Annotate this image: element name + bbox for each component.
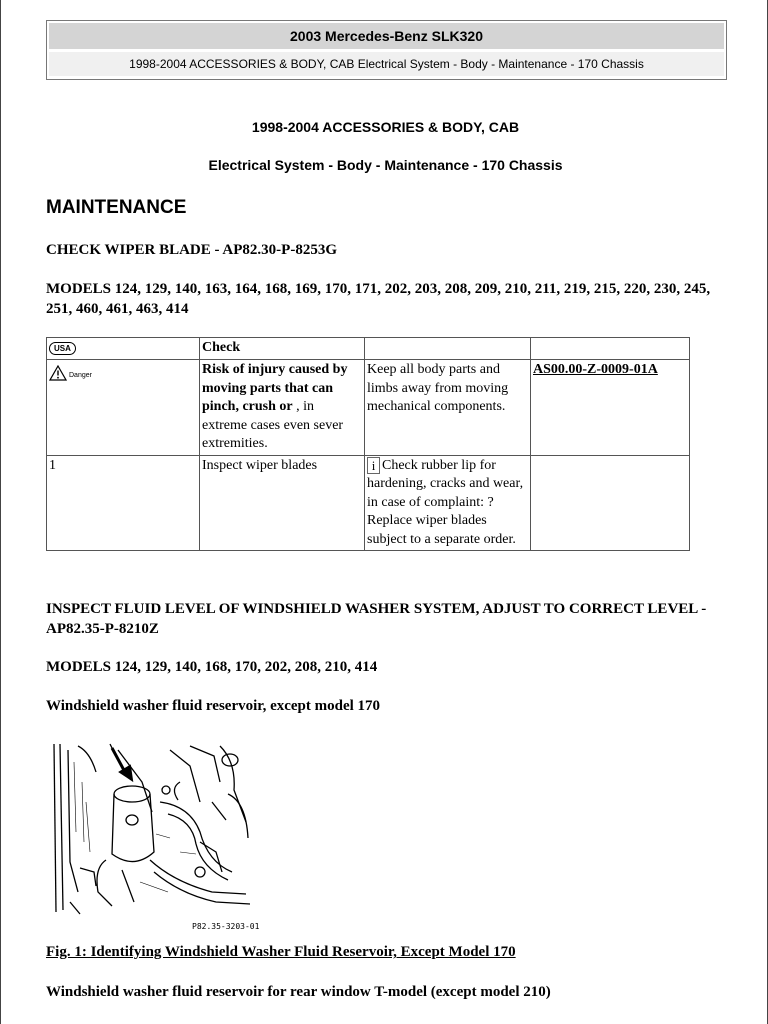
table-header-row	[47, 338, 690, 360]
illustration-code: P82.35-3203-01	[192, 922, 260, 931]
washer-reservoir-illustration	[50, 742, 254, 918]
reservoir-label: Windshield washer fluid reservoir, except model 170	[46, 698, 381, 714]
document-subtitle: 1998-2004 ACCESSORIES & BODY, CAB Electrical System - Body - Maintenance - 170 Chassis	[49, 52, 724, 76]
check-wiper-heading: CHECK WIPER BLADE - AP82.30-P-8253G	[46, 242, 337, 258]
row-number: 1	[47, 455, 200, 551]
row-empty-cell	[531, 455, 690, 551]
section-title: MAINTENANCE	[46, 197, 187, 218]
row-note-a: Check rubber lip for hardening, cracks and wear, in case of complaint: ?	[367, 457, 524, 510]
keep-away-cell: Keep all body parts and limbs away from moving mechanical components.	[365, 360, 531, 456]
table-row-danger	[47, 360, 690, 456]
empty-header-3	[365, 338, 531, 360]
warning-triangle-icon	[49, 365, 67, 381]
usa-cell	[47, 338, 200, 360]
document-title: 2003 Mercedes-Benz SLK320	[49, 23, 724, 49]
check-header	[200, 338, 365, 360]
ref-cell	[531, 360, 690, 456]
heading-electrical: Electrical System - Body - Maintenance - 170 Chassis	[208, 157, 563, 173]
row-task: Inspect wiper blades	[200, 455, 365, 551]
table-row-1	[47, 455, 690, 551]
risk-bold-text: Risk of injury caused by moving parts that can pinch, crush or	[202, 362, 348, 414]
rear-window-label: Windshield washer fluid reservoir for rear window T-model (except model 210)	[46, 984, 551, 1000]
usa-badge: USA	[49, 342, 76, 355]
danger-cell	[47, 360, 200, 456]
figure-caption[interactable]: Fig. 1: Identifying Windshield Washer Fluid Reservoir, Except Model 170	[46, 944, 516, 960]
document-header	[46, 20, 727, 80]
reference-link[interactable]: AS00.00-Z-0009-01A	[533, 362, 658, 377]
row-note-cell	[365, 455, 531, 551]
risk-rest-text: , in extreme cases even sever extremities.	[202, 399, 344, 451]
empty-header-4	[531, 338, 690, 360]
risk-cell	[200, 360, 365, 456]
inspect-fluid-heading: INSPECT FLUID LEVEL OF WINDSHIELD WASHER SYSTEM, ADJUST TO CORRECT LEVEL - AP82.35-P-8210Z	[46, 601, 707, 637]
info-icon: i	[367, 457, 380, 474]
heading-accessories: 1998-2004 ACCESSORIES & BODY, CAB	[251, 119, 520, 135]
models-list-1: MODELS 124, 129, 140, 163, 164, 168, 169, 170, 171, 202, 203, 208, 209, 210, 211, 219, 215, 220, 230, 245, 251, 460, 461, 463, 414	[46, 281, 711, 317]
danger-label: Danger	[69, 372, 92, 379]
check-table	[46, 337, 690, 551]
row-note-b: Replace wiper blades subject to a separate order.	[367, 513, 516, 547]
check-label: Check	[202, 340, 241, 355]
models-list-2: MODELS 124, 129, 140, 168, 170, 202, 208, 210, 414	[46, 659, 378, 675]
